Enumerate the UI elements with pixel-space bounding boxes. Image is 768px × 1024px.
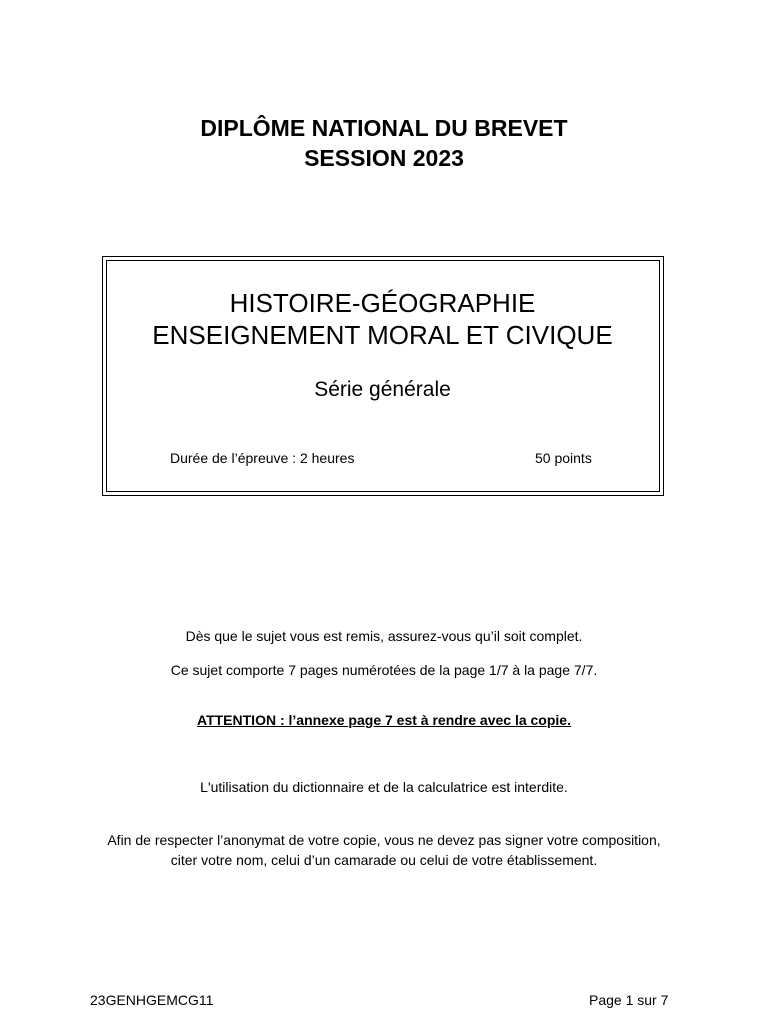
subject-title-line1: HISTOIRE-GÉOGRAPHIE — [229, 288, 536, 318]
subject-title-line2: ENSEIGNEMENT MORAL ET CIVIQUE — [152, 320, 613, 350]
instruction-pages: Ce sujet comporte 7 pages numérotées de la page 1/7 à la page 7/7. — [170, 662, 598, 678]
subject-box — [102, 256, 664, 496]
footer-page-number: Page 1 sur 7 — [589, 992, 669, 1008]
attention-notice: ATTENTION : l’annexe page 7 est à rendre avec la copie. — [197, 712, 571, 728]
points-label: 50 points — [535, 450, 592, 466]
duration-label: Durée de l’épreuve : 2 heures — [170, 450, 355, 466]
exam-title: DIPLÔME NATIONAL DU BREVET — [200, 115, 568, 141]
serie-label: Série générale — [314, 378, 451, 401]
instruction-complete: Dès que le sujet vous est remis, assurez-vous qu’il soit complet. — [185, 628, 583, 644]
exam-session: SESSION 2023 — [304, 145, 464, 171]
instruction-anonymity-line1: Afin de respecter l’anonymat de votre copie, vous ne devez pas signer votre composition, — [107, 832, 661, 848]
instruction-tools: L'utilisation du dictionnaire et de la calculatrice est interdite. — [200, 779, 568, 795]
footer-exam-code: 23GENHGEMCG11 — [90, 992, 214, 1008]
instruction-anonymity-line2: citer votre nom, celui d’un camarade ou celui de votre établissement. — [170, 852, 598, 868]
